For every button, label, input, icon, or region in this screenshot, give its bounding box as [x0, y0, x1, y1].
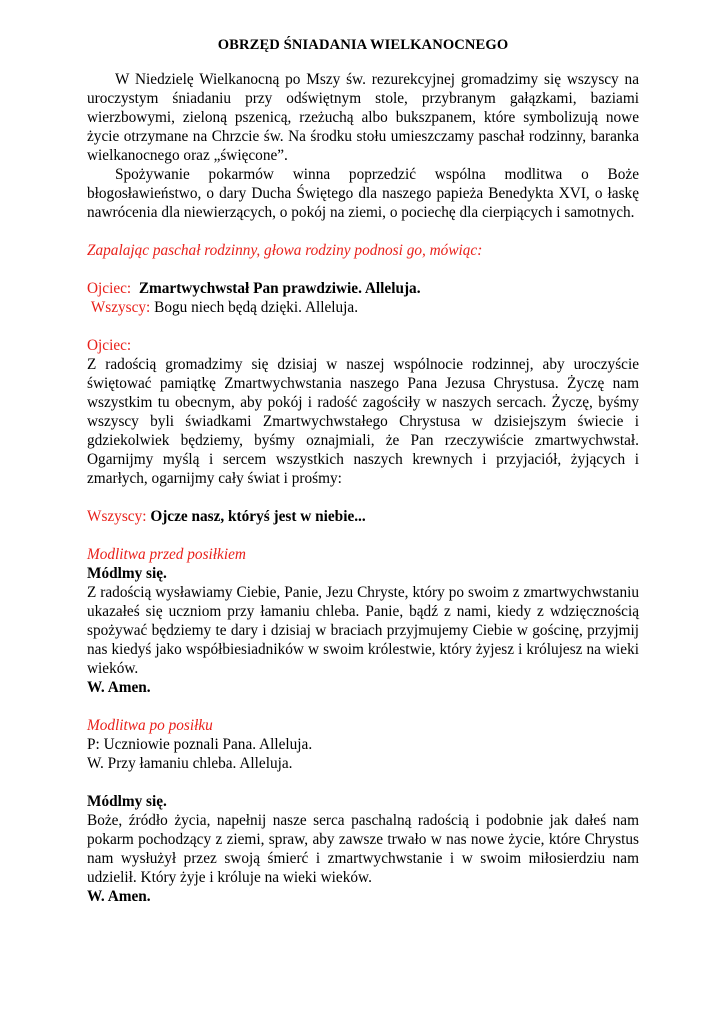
dialog-all-line — [87, 298, 639, 317]
before-meal-amen: W. Amen. — [87, 679, 151, 696]
before-meal-text: Z radością wysławiamy Ciebie, Panie, Jezu Chryste, który po swoim z zmartwychwstaniu ukazałeś się uczniom przy łamaniu chleba. Panie, bądź z nami, kiedy z wdzięcznością spożywać będziemy te dary i dzisiaj w braciach przyjmujemy Ciebie w gościnę, przyjmij nas kiedyś jako współbiesiadników w swoim królestwie, który żyjesz i królujesz na wieki wieków. — [87, 584, 639, 677]
all-text: Bogu niech będą dzięki. Alleluja. — [154, 299, 359, 316]
all-label: Wszyscy: — [90, 299, 151, 316]
document-page — [87, 36, 639, 906]
page-title: OBRZĘD ŚNIADANIA WIELKANOCNEGO — [217, 37, 509, 53]
our-father-label: Wszyscy: — [87, 508, 147, 525]
father-text: Zmartwychwstał Pan prawdziwie. Alleluja. — [138, 280, 421, 297]
after-meal-p-line: P: Uczniowie poznali Pana. Alleluja. — [87, 736, 313, 753]
after-meal-text: Boże, źródło życia, napełnij nasze serca paschalną radością i podobnie jak dałeś nam pokarm pochodzący z ziemi, spraw, aby zawsze trwało w nas nowe życie, które Chrystus nam wysłużył przez swoją śmierć i zmartwychwstanie i w swoim miłosierdziu nam udzielił. Który żyje i króluje na wieki wieków. — [87, 812, 639, 886]
after-meal-heading: Modlitwa po posiłku — [87, 717, 213, 734]
after-meal-w-line: W. Przy łamaniu chleba. Alleluja. — [87, 755, 293, 772]
before-meal-lets-pray: Módlmy się. — [87, 565, 167, 582]
our-father-line — [87, 507, 639, 526]
rubric-paschal: Zapalając paschał rodzinny, głowa rodziny podnosi go, mówiąc: — [87, 242, 483, 259]
address-father-label: Ojciec: — [87, 337, 132, 354]
address-text: Z radością gromadzimy się dzisiaj w naszej wspólnocie rodzinnej, aby uroczyście świętować pamiątkę Zmartwychwstania naszego Pana Jezusa Chrystusa. Życzę nam wszystkim tu obecnym, aby pokój i radość zagościły w naszych sercach. Życzę, byśmy wszyscy byli świadkami Zmartwychwstałego Chrystusa w dzisiejszym świecie i gdziekolwiek będziemy, byśmy oznajmiali, że Pan rzeczywiście zmartwychwstał. Ogarnijmy myślą i sercem wszystkich naszych krewnych i przyjaciół, żyjących i zmarłych, ogarnijmy cały świat i prośmy: — [87, 356, 639, 487]
after-meal-amen: W. Amen. — [87, 888, 151, 905]
our-father-text: Ojcze nasz, któryś jest w niebie... — [150, 508, 366, 525]
dialog-father-line — [87, 279, 639, 298]
after-meal-lets-pray: Módlmy się. — [87, 793, 167, 810]
before-meal-heading: Modlitwa przed posiłkiem — [87, 546, 246, 563]
father-label: Ojciec: — [87, 280, 132, 297]
intro-paragraph-1: W Niedzielę Wielkanocną po Mszy św. rezurekcyjnej gromadzimy się wszyscy na uroczystym śniadaniu przy odświętnym stole, przybranym gałązkami, baziami wierzbowymi, zieloną pszenicą, rzeżuchą albo bukszpanem, które symbolizują nowe życie otrzymane na Chrzcie św. Na środku stołu umieszczamy paschał rodzinny, baranka wielkanocnego oraz „święcone”. — [87, 71, 639, 164]
intro-paragraph-2: Spożywanie pokarmów winna poprzedzić wspólna modlitwa o Boże błogosławieństwo, o dary Ducha Świętego dla naszego papieża Benedykta XVI, o łaskę nawrócenia dla niewierzących, o pokój na ziemi, o pociechę dla cierpiących i samotnych. — [87, 166, 639, 221]
